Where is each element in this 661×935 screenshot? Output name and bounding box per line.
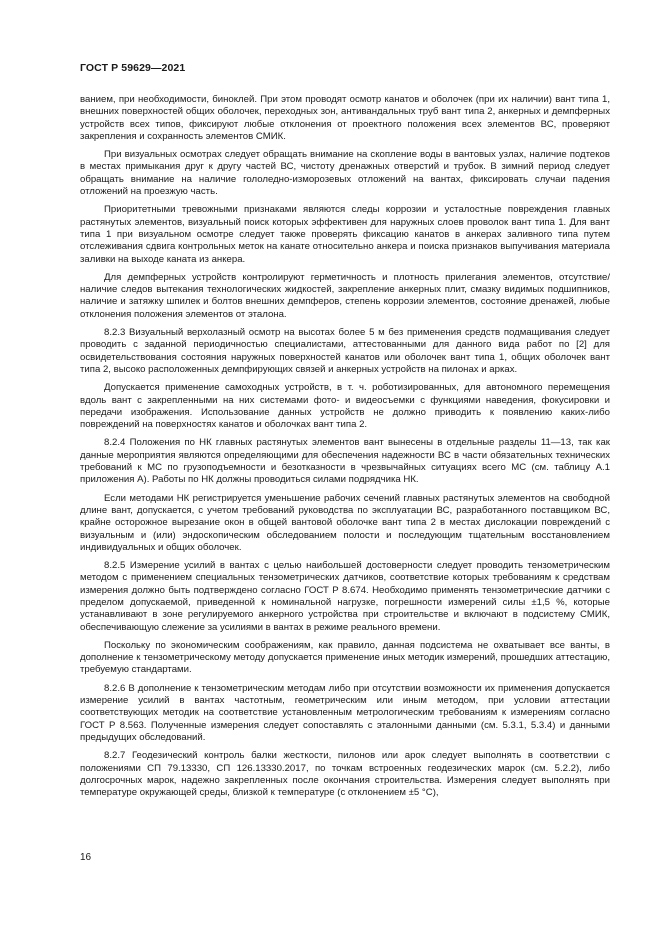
paragraph-12: 8.2.7 Геодезический контроль балки жесткости, пилонов или арок следует выполнять в соответствии с положениями СП 79.13330, СП 126.13330.2017, по точкам встроенных геодезических марок (см. 5.2.2), либо долгосрочных марок, надежно закрепленных после окончания строительства. Измерения следует выполнять при температуре окружающей среды, близкой к температуре (с отклонением ±5 °С), (80, 750, 610, 799)
paragraph-7: 8.2.4 Положения по НК главных растянутых элементов вант вынесены в отдельные разделы 11—13, так как данные мероприятия являются определяющими для обеспечения надежности ВС в части обязательных технических требований к МС по грузоподъемности и безотказности в чрезвычайных ситуациях всего МС (см. таблицу А.1 приложения А). Работы по НК должны проводиться силами подрядчика НК. (80, 437, 610, 486)
paragraph-2: При визуальных осмотрах следует обращать внимание на скопление воды в вантовых узлах, наличие подтеков в местах примыкания друг к другу частей ВС, чистоту дренажных отверстий и трубок. В зимний период следует обращать внимание на наличие гололедно-изморозевых отложений на вантах, фиксировать случаи падения отложений на проезжую часть. (80, 149, 610, 198)
paragraph-1: ванием, при необходимости, биноклей. При этом проводят осмотр канатов и оболочек (при их наличии) вант типа 1, внешних поверхностей общих оболочек, переходных зон, антивандальных труб вант типа 2, анкерных и демпферных устройств всех типов, фиксируют любые отклонения от проектного положения всех элементов ВС, проверяют закрепления и сохранность элементов СМИК. (80, 94, 610, 142)
paragraph-11: 8.2.6 В дополнение к тензометрическим методам либо при отсутствии возможности их применения допускается измерение усилий в вантах частотным, геометрическим или иным методом, при условии аттестации соответствующих методик на соответствие установленным метрологическим требованиям к измерениям согласно ГОСТ Р 8.563. Полученные измерения следует сопоставлять с эталонными данными (см. 5.3.1, 5.3.4) и данными предыдущих обследований. (80, 682, 610, 743)
paragraph-4: Для демпферных устройств контролируют герметичность и плотность прилегания элементов, отсутствие/наличие следов вытекания технологических жидкостей, закрепление анкерных плит, смазку видимых подшипников, наличие и затяжку шпилек и болтов внешних демпферов, степень коррозии элементов, состояние дренажей, любые отклонения положения элементов от эталона. (80, 271, 610, 320)
paragraph-8: Если методами НК регистрируется уменьшение рабочих сечений главных растянутых элементов на свободной длине вант, допускается, с учетом требований руководства по эксплуатации ВС, разработанного поставщиком ВС, крайне осторожное вырезание окон в общей вантовой оболочке вант типа 2 в местах дислокации повреждений с визуальным и (или) эндоскопическим обследованием полости и последующим тщательным восстановлением индивидуальных и общих оболочек. (80, 492, 610, 553)
paragraph-6: Допускается применение самоходных устройств, в т. ч. роботизированных, для автономного перемещения вдоль вант с закрепленными на них системами фото- и видеосъемки с функциями наведения, фокусировки и передачи изображения. Использование данных устройств не должно приводить к появлению каких-либо повреждений на поверхностях канатов и оболочках вант типа 2. (80, 382, 610, 431)
page-header-standard-code: ГОСТ Р 59629—2021 (80, 62, 186, 74)
paragraph-3: Приоритетными тревожными признаками являются следы коррозии и усталостные повреждения главных растянутых элементов, визуальный поиск которых эффективен для наружных слоев проволок вант типа 1. Для вант типа 1 при визуальном осмотре следует также проверять фиксацию канатов в анкерах заливного типа путем отслеживания сдвига контрольных меток на канате относительно анкера и поиска признаков выпучивания материала заливки на выходе каната из анкера. (80, 204, 610, 265)
paragraph-5: 8.2.3 Визуальный верхолазный осмотр на высотах более 5 м без применения средств подмащивания следует проводить с заданной периодичностью специалистами, аттестованными для данного вида работ по [2] для освидетельствования состояния наружных поверхностей канатов или оболочек вант типа 1, общих оболочек вант типа 2, высоко расположенных демпфирующих связей и анкерных устройств на пилонах и арках. (80, 327, 610, 375)
paragraph-9: 8.2.5 Измерение усилий в вантах с целью наибольшей достоверности следует проводить тензометрическим методом с применением специальных тензометрических датчиков, соответствие которых требованиям к средствам измерения должно быть подтверждено согласно ГОСТ Р 8.674. Необходимо применять тензометрические датчики с пределом допускаемой, приведенной к номинальной нагрузке, погрешности измерений силы ±1,5 %, которые устанавливают в зоне регулируемого анкерного устройства при строительстве и включают в подсистему СМИК, обеспечивающую слежение за усилиями в вантах в режиме реального времени. (80, 560, 610, 633)
body-text (80, 94, 610, 805)
paragraph-10: Поскольку по экономическим соображениям, как правило, данная подсистема не охватывает все ванты, в дополнение к тензометрическому методу допускается применение иных методик измерений, прошедших аттестацию, требуемую стандартами. (80, 639, 610, 676)
page-number: 16 (80, 852, 92, 863)
